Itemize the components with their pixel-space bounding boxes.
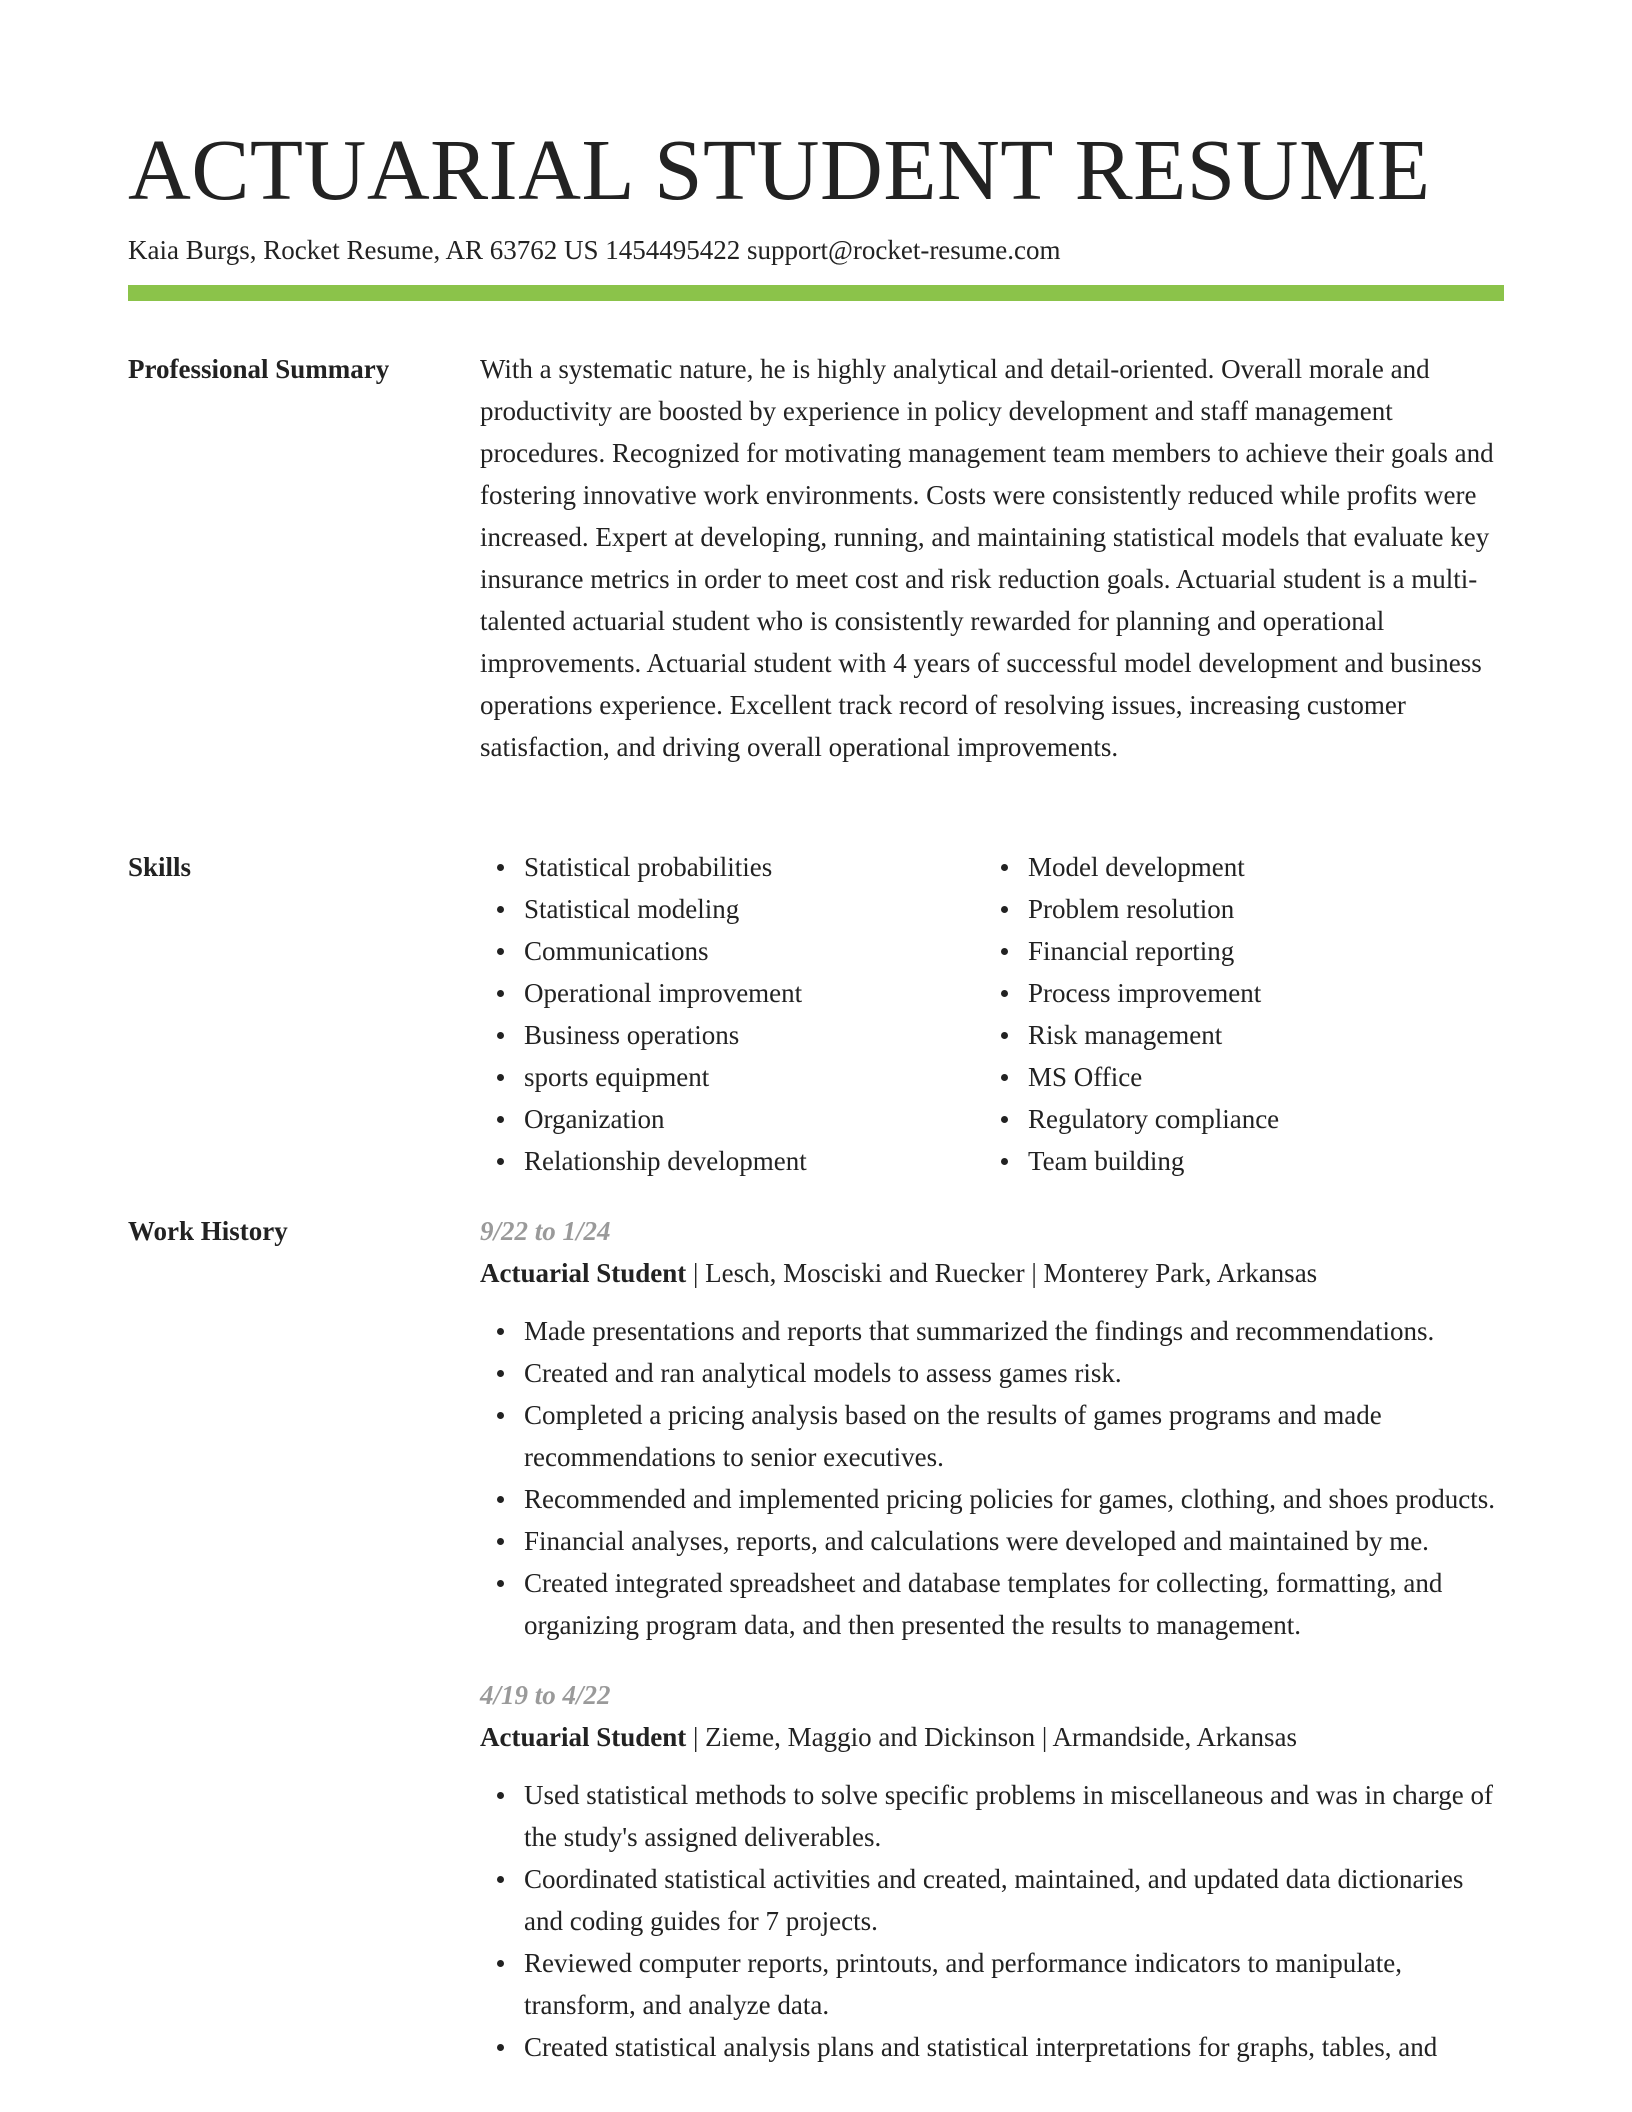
skill-item: Statistical modeling — [524, 888, 984, 930]
skill-item: MS Office — [1028, 1056, 1488, 1098]
summary-body — [480, 348, 1504, 768]
skill-item: Statistical probabilities — [524, 846, 984, 888]
job-bullet: Coordinated statistical activities and created, maintained, and updated data dictionaries and coding guides for 7 projects. — [524, 1858, 1504, 1942]
job-header — [480, 1252, 1504, 1294]
skill-item: Risk management — [1028, 1014, 1488, 1056]
job-title: Actuarial Student — [480, 1722, 687, 1752]
contact-email: support@rocket-resume.com — [747, 235, 1061, 265]
skill-item: Financial reporting — [1028, 930, 1488, 972]
job-bullet: Created integrated spreadsheet and database templates for collecting, formatting, and organizing program data, and then presented the results to management. — [524, 1562, 1504, 1646]
job-bullet: Financial analyses, reports, and calculations were developed and maintained by me. — [524, 1520, 1504, 1562]
skill-item: Model development — [1028, 846, 1488, 888]
job-dates: 9/22 to 1/24 — [480, 1216, 611, 1246]
contact-name: Kaia Burgs, — [128, 235, 257, 265]
job-header — [480, 1716, 1504, 1758]
header-divider — [128, 285, 1504, 301]
job-entry — [480, 1210, 1504, 1646]
job-bullet: Reviewed computer reports, printouts, and performance indicators to manipulate, transform, and analyze data. — [524, 1942, 1504, 2026]
job-entry — [480, 1674, 1504, 2068]
skill-item: Regulatory compliance — [1028, 1098, 1488, 1140]
contact-phone: 1454495422 — [605, 235, 741, 265]
work-history-heading: Work History — [128, 1216, 288, 1246]
skill-item: Process improvement — [1028, 972, 1488, 1014]
skill-item: Problem resolution — [1028, 888, 1488, 930]
skill-item: Communications — [524, 930, 984, 972]
skill-item: Organization — [524, 1098, 984, 1140]
job-details: | Zieme, Maggio and Dickinson | Armandside, Arkansas — [686, 1722, 1297, 1752]
job-details: | Lesch, Mosciski and Ruecker | Monterey Park, Arkansas — [686, 1258, 1318, 1288]
summary-heading: Professional Summary — [128, 354, 390, 384]
skill-item: sports equipment — [524, 1056, 984, 1098]
job-title: Actuarial Student — [480, 1258, 687, 1288]
job-bullet: Recommended and implemented pricing policies for games, clothing, and shoes products. — [524, 1478, 1504, 1520]
contact-line — [128, 232, 1061, 268]
job-bullet: Created statistical analysis plans and statistical interpretations for graphs, tables, and — [524, 2026, 1504, 2068]
skill-item: Team building — [1028, 1140, 1488, 1182]
job-bullets — [480, 1774, 1504, 2068]
job-bullet: Made presentations and reports that summarized the findings and recommendations. — [524, 1310, 1504, 1352]
skills-column-2 — [984, 846, 1488, 1182]
work-history-body — [480, 1210, 1504, 2096]
skills-heading: Skills — [128, 852, 192, 882]
job-bullet: Used statistical methods to solve specific problems in miscellaneous and was in charge of the study's assigned deliverables. — [524, 1774, 1504, 1858]
job-dates: 4/19 to 4/22 — [480, 1680, 611, 1710]
job-bullet: Created and ran analytical models to assess games risk. — [524, 1352, 1504, 1394]
summary-text: With a systematic nature, he is highly analytical and detail-oriented. Overall morale and productivity are boosted by experience in policy development and staff management procedures. Recognized for motivating management team members to achieve their goals and fostering innovative work environments. Costs were consistently reduced while profits were increased. Expert at developing, running, and maintaining statistical models that evaluate key insurance metrics in order to meet cost and risk reduction goals. Actuarial student is a multi-talented actuarial student who is consistently rewarded for planning and operational improvements. Actuarial student with 4 years of successful model development and business operations experience. Excellent track record of resolving issues, increasing customer satisfaction, and driving overall operational improvements. — [480, 354, 1494, 762]
resume-title: ACTUARIAL STUDENT RESUME — [128, 121, 1431, 218]
job-bullets — [480, 1310, 1504, 1646]
skills-body — [480, 846, 1504, 1182]
skill-item: Business operations — [524, 1014, 984, 1056]
skills-column-1 — [480, 846, 984, 1182]
job-bullet: Completed a pricing analysis based on the results of games programs and made recommendations to senior executives. — [524, 1394, 1504, 1478]
skill-item: Relationship development — [524, 1140, 984, 1182]
skill-item: Operational improvement — [524, 972, 984, 1014]
contact-address: Rocket Resume, AR 63762 US — [263, 235, 599, 265]
